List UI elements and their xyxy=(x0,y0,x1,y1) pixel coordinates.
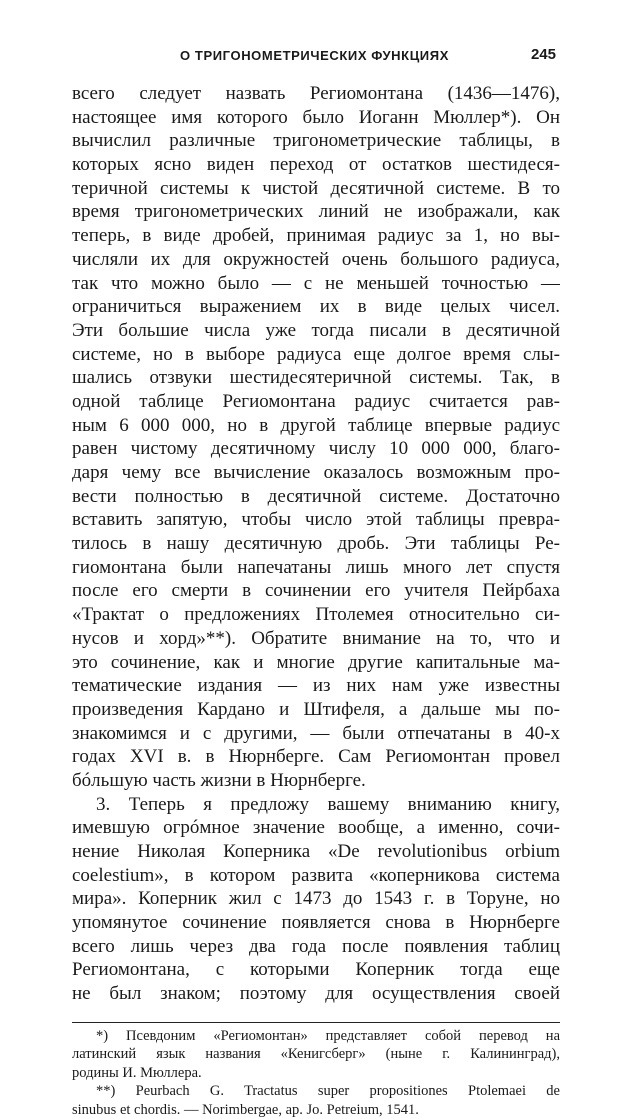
page-header xyxy=(72,44,560,76)
text-line: не был знаком; поэтому для осуществления своей xyxy=(72,983,560,1005)
text-line: системе, но в выборе радиуса еще долгое время слы- xyxy=(72,343,560,365)
text-line: время тригонометрических линий не изображали, как xyxy=(72,201,560,223)
text-line: шались отзвуки шестидесятеричной системы. Так, в xyxy=(72,367,560,389)
text-line: годах XVI в. в Нюрнберге. Сам Региомонтан провел xyxy=(72,746,560,768)
text-line: вести полностью в десятичной системе. Достаточно xyxy=(72,485,560,507)
text-line: упомянутое сочинение появляется снова в Нюрнберге xyxy=(72,912,560,934)
footnotes xyxy=(72,1022,560,1119)
text-line: равен чистому десятичному числу 10 000 000, благо- xyxy=(72,438,560,460)
text-line: ным 6 000 000, но в другой таблице впервые радиус xyxy=(72,414,560,436)
footnote-line: *) Псевдоним «Региомонтан» представляет собой перевод на xyxy=(96,1027,560,1044)
section-3-first-line: 3. Теперь я предложу вашему вниманию книгу, xyxy=(96,793,560,815)
footnote-1 xyxy=(72,1027,560,1083)
text-line: даря чему все вычисление оказалось возможным про- xyxy=(72,462,560,483)
text-line: теричной системы к чистой десятичной системе. В то xyxy=(72,177,560,199)
footnote-line: родины И. Мюллера. xyxy=(72,1064,202,1081)
text-line: теперь, в виде дробей, принимая радиус за 1, но вы- xyxy=(72,225,560,247)
text-line: одной таблице Региомонтана радиус считается рав- xyxy=(72,390,560,412)
text-line: так что можно было — с не меньшей точностью — xyxy=(72,272,560,294)
text-line: coelestium», в котором развита «коперникова система xyxy=(72,864,560,886)
text-line: всего лишь через два года после появления таблиц xyxy=(72,935,560,957)
text-line: настоящее имя которого было Иоганн Мюллер*). Он xyxy=(72,106,560,128)
main-text xyxy=(72,82,560,1006)
text-line: всего следует назвать Региомонтана (1436—1476), xyxy=(72,83,560,104)
text-line: которых ясно виден переход от остатков шестидеся- xyxy=(72,154,560,176)
text-line: числяли их для окружностей очень большого радиуса, xyxy=(72,248,560,270)
text-line: «Трактат о предложениях Птолемея относительно си- xyxy=(72,604,560,626)
footnote-line: латинский язык названия «Кенигсберг» (ныне г. Калининград), xyxy=(72,1046,560,1063)
text-line: тилось в нашу десятичную дробь. Эти таблицы Ре- xyxy=(72,533,560,555)
text-line: знакомимся и с другими, — были отпечатаны в 40-х xyxy=(72,722,560,744)
running-title: О ТРИГОНОМЕТРИЧЕСКИХ ФУНКЦИЯХ xyxy=(180,48,449,63)
text-line: нусов и хорд»**). Обратите внимание на то, что и xyxy=(72,627,560,649)
text-line: ограничиться выражением их в виде целых чисел. xyxy=(72,296,560,318)
footnote-line: **) Peurbach G. Tractatus super propositiones Ptolemaei de xyxy=(96,1083,560,1100)
text-line: после его смерти в сочинении его учителя Пейрбаха xyxy=(72,580,560,602)
text-line: Региомонтана, с которыми Коперник тогда еще xyxy=(72,959,560,981)
text-line: тематические издания — из них нам уже известны xyxy=(72,675,560,697)
text-line: Эти большие числа уже тогда писали в десятичной xyxy=(72,319,560,341)
book-page xyxy=(72,44,560,1119)
page-number: 245 xyxy=(530,46,556,63)
text-line: мира». Коперник жил с 1473 до 1543 г. в Торуне, но xyxy=(72,888,560,910)
text-line: гиомонтана были напечатаны лишь много лет спустя xyxy=(72,556,560,578)
text-line: вставить запятую, чтобы число этой таблицы превра- xyxy=(72,509,560,531)
footnote-line: sinubus et chordis. — Norimbergae, ap. Jo. Petreium, 1541. xyxy=(72,1101,419,1118)
text-line: вычислил различные тригонометрические таблицы, в xyxy=(72,130,560,152)
text-line: нение Николая Коперника «De revolutionibus orbium xyxy=(72,841,560,862)
footnote-2 xyxy=(72,1082,560,1119)
text-line: это сочинение, как и многие другие капитальные ма- xyxy=(72,651,560,673)
text-line: произведения Кардано и Штифеля, а дальше мы по- xyxy=(72,698,560,720)
text-line: имевшую огрóмное значение вообще, а именно, сочи- xyxy=(72,817,560,839)
paragraph-end-line: бóльшую часть жизни в Нюрнберге. xyxy=(72,769,366,791)
